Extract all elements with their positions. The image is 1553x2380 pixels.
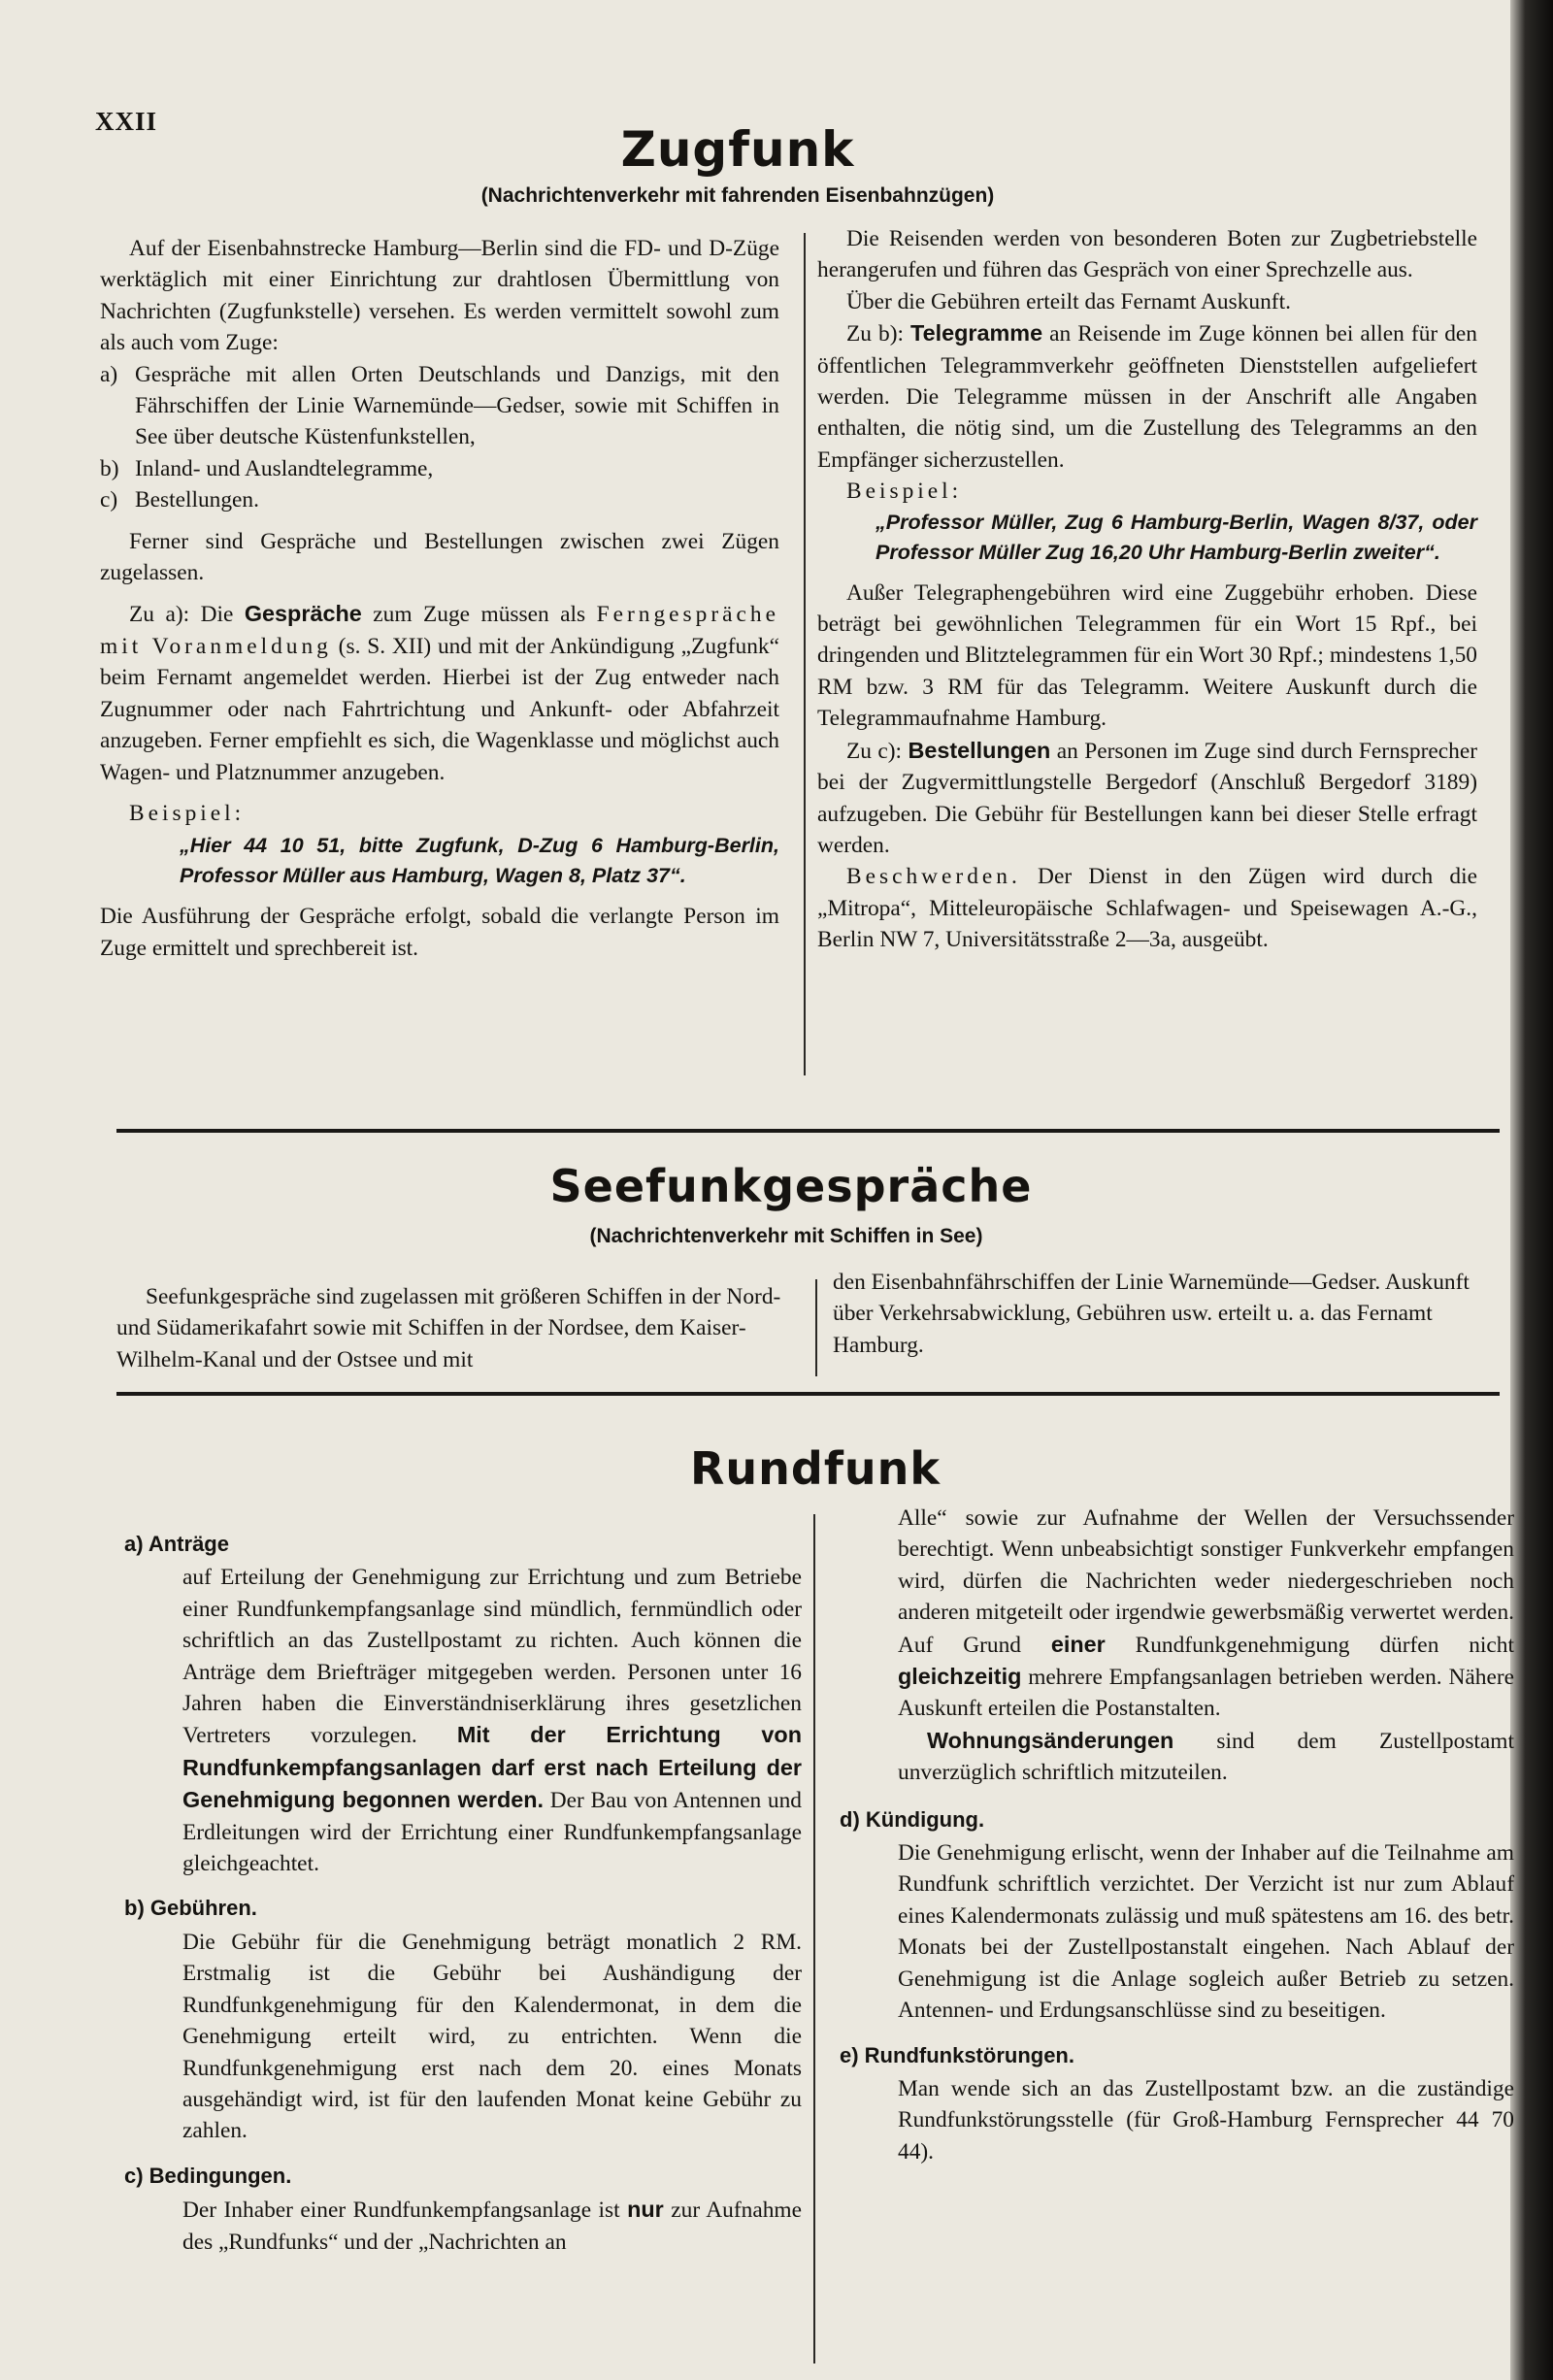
rundfunk-e-head: e) Rundfunkstörungen.	[840, 2042, 1074, 2067]
zugfunk-zu-a: Zu a): Die Gespräche zum Zuge müssen als Ferngespräche mit Voranmeldung (s. S. XII) und mit der Ankündigung „Zugfunk“ beim Fernamt angemeldet werden. Hierbei ist der Zug entweder nach Zugnummer oder nach Fahrtrichtung und Ankunft- oder Abfahrzeit anzugeben. Ferner empfiehlt es sich, die Wagenklasse und möglichst auch Wagen- und Platznummer anzugeben.	[100, 601, 779, 785]
zugfunk-left-column	[100, 233, 779, 964]
rundfunk-a-text: auf Erteilung der Genehmigung zur Errichtung und zum Betriebe einer Rundfunkempfangsanlage sind mündlich, fernmündlich oder schriftlich an das Zustellpostamt zu richten. Auch können die Anträge dem Briefträger mitgegeben werden. Personen unter 16 Jahren haben die Einverständniserklärung ihres gesetzlichen Vertreters vorzulegen. Mit der Errichtung von Rundfunkempfangsanlagen darf erst nach Erteilung der Genehmigung begonnen werden. Der Bau von Antennen und Erdleitungen wird der Errichtung einer Rundfunkempfangsanlage gleichgeachtet.	[182, 1565, 803, 1877]
section-divider	[116, 1129, 1500, 1133]
rundfunk-a-head: a) Anträge	[124, 1532, 229, 1556]
seefunk-left-column	[116, 1281, 786, 1375]
seefunk-left-text: Seefunkgespräche sind zugelassen mit größeren Schiffen in der Nord- und Südamerikafahrt sowie mit Schiffen in der Nordsee, dem Kaiser-Wilhelm-Kanal und der Ostsee und mit	[116, 1284, 781, 1372]
seefunk-right-text: den Eisenbahnfährschiffen der Linie Warnemünde—Gedser. Auskunft über Verkehrsabwicklung, Gebühren usw. erteilt u. a. das Fernamt Hamburg.	[833, 1270, 1470, 1358]
zugfunk-beispiel-text: „Hier 44 10 51, bitte Zugfunk, D-Zug 6 Hamburg-Berlin, Professor Müller aus Hamburg, Wagen 8, Platz 37“.	[180, 834, 779, 888]
column-divider	[804, 233, 806, 1075]
list-item: b) Inland- und Auslandtelegramme,	[100, 455, 434, 481]
rundfunk-c-text: Der Inhaber einer Rundfunkempfangsanlage ist nur zur Aufnahme des „Rundfunks“ und der „Nachrichten an	[182, 2197, 802, 2255]
rundfunk-wohnung: Wohnungsänderungen sind dem Zustellpostamt unverzüglich schriftlich mitzuteilen.	[898, 1727, 1514, 1786]
seefunk-title: Seefunkgespräche	[549, 1160, 1033, 1212]
zugfunk-zu-c: Zu c): Bestellungen an Personen im Zuge sind durch Fernsprecher bei der Zugvermittlungstelle Bergedorf (Anschluß Bergedorf 3189) aufzugeben. Die Gebühr für Bestellungen kann bei dieser Stelle erfragt werden.	[817, 737, 1478, 858]
zugfunk-zu-b: Zu b): Telegramme an Reisende im Zuge können bei allen für den öffentlichen Telegrammverkehr geöffneten Dienststellen aufgeliefert werden. Die Telegramme müssen in der Anschrift alle Angaben enthalten, die nötig sind, um die Zustellung des Telegramms an den Empfänger sicherzustellen.	[817, 320, 1477, 473]
zugfunk-right-column	[817, 223, 1477, 956]
rundfunk-d-head: d) Kündigung.	[840, 1806, 985, 1832]
zugfunk-ferner: Ferner sind Gespräche und Bestellungen zwischen zwei Zügen zugelassen.	[100, 528, 779, 586]
rundfunk-title: Rundfunk	[690, 1442, 941, 1495]
zugfunk-gebuehr: Außer Telegraphengebühren wird eine Zuggebühr erhoben. Diese beträgt bei gewöhnlichen Telegrammen für ein Wort 15 Rpf., bei dringenden und Blitztelegrammen für ein Wort 30 Rpf.; mindestens 1,50 RM bzw. 3 RM für das Telegramm. Weitere Auskunft durch die Telegrammaufnahme Hamburg.	[817, 579, 1477, 732]
zugfunk-beispiel2-label: Beispiel:	[846, 479, 963, 505]
rundfunk-e-text: Man wende sich an das Zustellpostamt bzw. an die zuständige Rundfunkstörungsstelle (für Groß-Hamburg Fernsprecher 44 70 44).	[898, 2075, 1514, 2165]
zugfunk-title: Zugfunk	[620, 121, 855, 178]
seefunk-right-column	[833, 1267, 1503, 1361]
rundfunk-left-column	[124, 1529, 802, 2258]
rundfunk-c-head: c) Bedingungen.	[124, 2163, 292, 2188]
zugfunk-beschwerden: Beschwerden. Der Dienst in den Zügen wird durch die „Mitropa“, Mitteleuropäische Schlafwagen- und Speisewagen A.-G., Berlin NW 7, Universitätsstraße 2—3a, ausgeübt.	[817, 864, 1477, 953]
rundfunk-right-p1: Alle“ sowie zur Aufnahme der Wellen der Versuchssender berechtigt. Wenn unbeabsichtigt sonstiger Funkverkehr empfangen wird, dürfen die Nachrichten weder niedergeschrieben noch anderen mitgeteilt oder irgendwie gewerbsmäßig verwertet werden. Auf Grund einer Rundfunkgenehmigung dürfen nicht gleichzeitig mehrere Empfangsanlagen betrieben werden. Nähere Auskunft erteilen die Postanstalten.	[898, 1505, 1515, 1722]
zugfunk-ausfuehrung: Die Ausführung der Gespräche erfolgt, sobald die verlangte Person im Zuge ermittelt und sprechbereit ist.	[100, 904, 779, 961]
rundfunk-d-text: Die Genehmigung erlischt, wenn der Inhaber auf die Teilnahme am Rundfunk schriftlich verzichtet. Der Verzicht ist nur zum Ablauf eines Kalendermonats zulässig und muß spätestens am 16. des betr. Monats bei der Zustellpostanstalt eingehen. Nach Ablauf der Genehmigung ist die Anlage sogleich außer Betrieb zu setzen. Antennen- und Erdungsanschlüsse sind zu beseitigen.	[898, 1840, 1514, 2024]
page-edge-shadow	[1510, 0, 1553, 2380]
page-number: XXII	[95, 107, 158, 136]
list-item: a) Gespräche mit allen Orten Deutschlands und Danzigs, mit den Fährschiffen der Linie Warnemünde—Gedser, sowie mit Schiffen in See über deutsche Küstenfunkstellen,	[100, 361, 779, 450]
zugfunk-subtitle: (Nachrichtenverkehr mit fahrenden Eisenbahnzügen)	[480, 184, 995, 207]
list-item: c) Bestellungen.	[100, 487, 259, 513]
rundfunk-right-column	[840, 1503, 1514, 2167]
seefunk-subtitle: (Nachrichtenverkehr mit Schiffen in See)	[589, 1225, 983, 1247]
zugfunk-right-p1: Die Reisenden werden von besonderen Boten zur Zugbetriebstelle herangerufen und führen das Gespräch von einer Sprechzelle aus.	[817, 226, 1477, 283]
section-divider	[116, 1392, 1500, 1396]
zugfunk-right-p2: Über die Gebühren erteilt das Fernamt Auskunft.	[846, 288, 1291, 314]
rundfunk-b-text: Die Gebühr für die Genehmigung beträgt monatlich 2 RM. Erstmalig ist die Gebühr bei Aushändigung der Rundfunkgenehmigung für den Kalendermonat, in dem die Genehmigung erteilt wird, zu entrichten. Wenn die Rundfunkgenehmigung erst nach dem 20. eines Monats ausgehändigt wird, ist für den laufenden Monat keine Gebühr zu zahlen.	[182, 1929, 802, 2144]
zugfunk-beispiel-label: Beispiel:	[129, 800, 246, 826]
zugfunk-intro: Auf der Eisenbahnstrecke Hamburg—Berlin sind die FD- und D-Züge werktäglich mit einer Einrichtung zur drahtlosen Übermittlung von Nachrichten (Zugfunkstelle) versehen. Es werden vermittelt sowohl zum als auch vom Zuge:	[100, 236, 779, 356]
column-divider	[815, 1279, 817, 1376]
column-divider	[813, 1514, 815, 2363]
zugfunk-beispiel2-text: „Professor Müller, Zug 6 Hamburg-Berlin, Wagen 8/37, oder Professor Müller Zug 16,20 Uhr Hamburg-Berlin zweiter“.	[876, 510, 1477, 564]
rundfunk-b-head: b) Gebühren.	[124, 1896, 257, 1921]
